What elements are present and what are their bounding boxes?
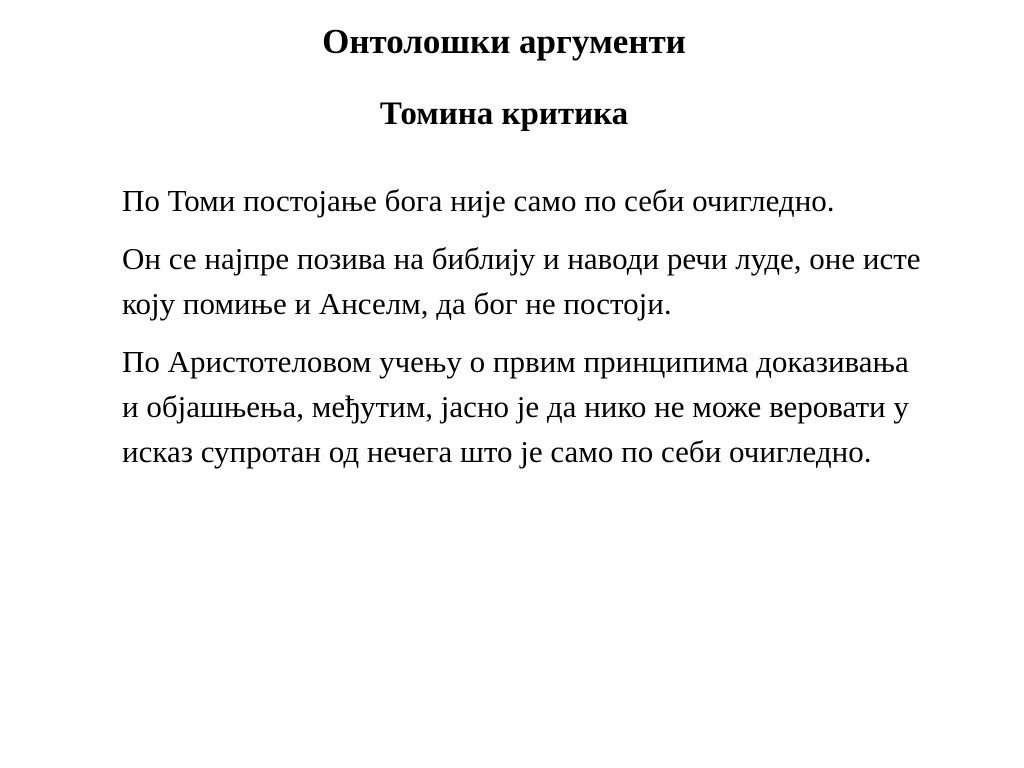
paragraph-1: По Томи постојање бога није само по себи очигледно.	[122, 183, 835, 218]
slide-title: Онтолошки аргументи	[322, 22, 686, 61]
paragraph-3: По Аристотеловом учењу о првим принципима доказивања и објашњења, међутим, јасно је да нико не може веровати у исказ супротан од нечега што је само по себи очигледно.	[122, 344, 909, 469]
slide-subtitle: Томина критика	[379, 96, 629, 132]
slide-body	[122, 178, 922, 487]
paragraph-2: Он се најпре позива на библију и наводи речи луде, оне исте коју помиње и Анселм, да бог не постоји.	[122, 241, 921, 321]
